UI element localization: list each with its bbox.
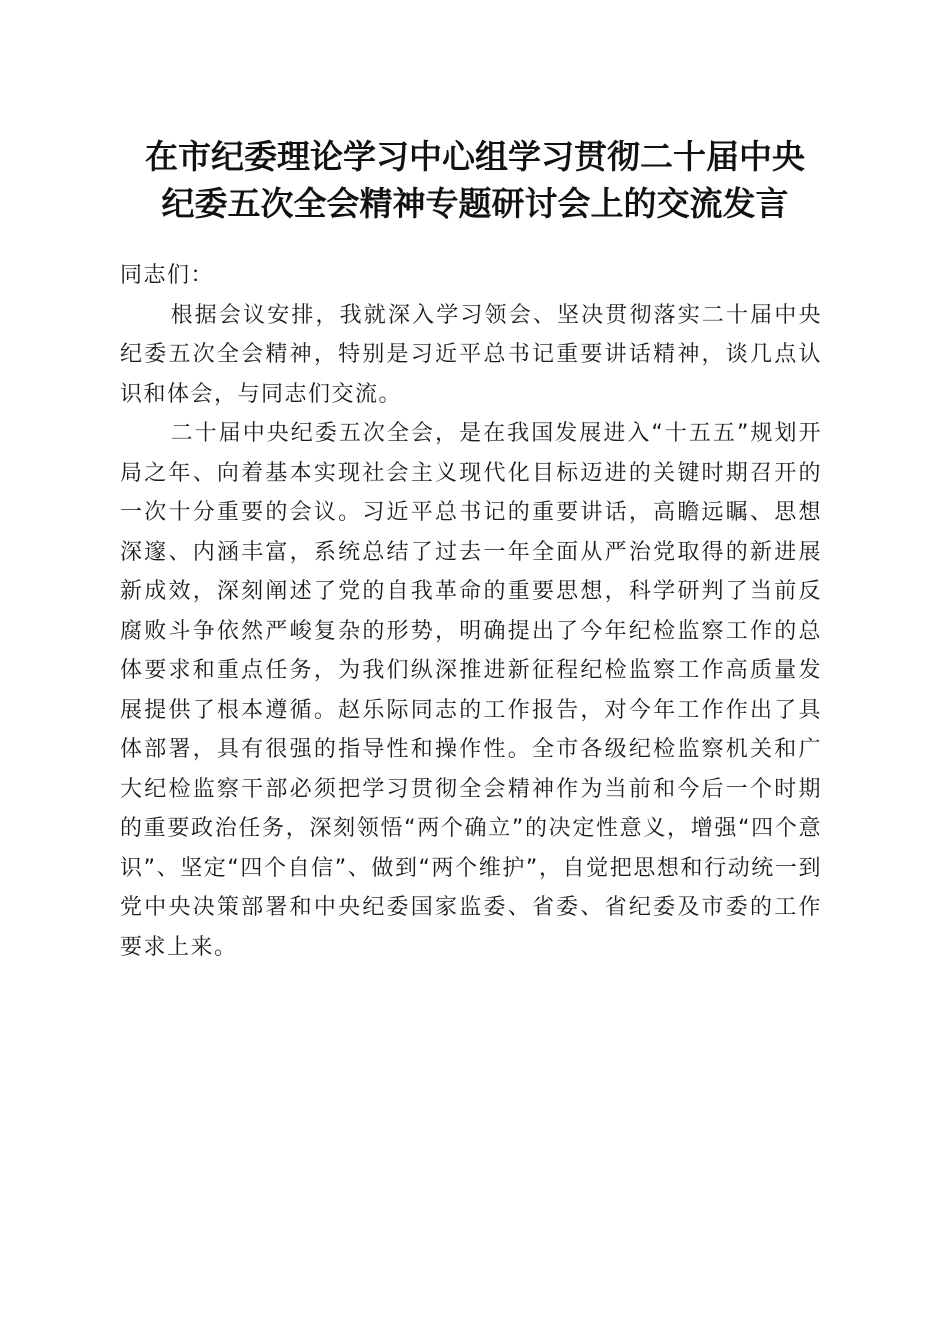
document-title — [100, 133, 850, 227]
title-line-1: 在市纪委理论学习中心组学习贯彻二十届中央 — [145, 137, 805, 176]
paragraph-main: 二十届中央纪委五次全会，是在我国发展进入“十五五”规划开局之年、向着基本实现社会主义现代化目标迈进的关键时期召开的一次十分重要的会议。习近平总书记的重要讲话，高瞻远瞩、思想深邃、内涵丰富，系统总结了过去一年全面从严治党取得的新进展新成效，深刻阐述了党的自我革命的重要思想，科学研判了当前反腐败斗争依然严峻复杂的形势，明确提出了今年纪检监察工作的总体要求和重点任务，为我们纵深推进新征程纪检监察工作高质量发展提供了根本遵循。赵乐际同志的工作报告，对今年工作作出了具体部署，具有很强的指导性和操作性。全市各级纪检监察机关和广大纪检监察干部必须把学习贯彻全会精神作为当前和今后一个时期的重要政治任务，深刻领悟“两个确立”的决定性意义，增强“四个意识”、坚定“四个自信”、做到“两个维护”，自觉把思想和行动统一到党中央决策部署和中央纪委国家监委、省委、省纪委及市委的工作要求上来。 — [120, 421, 822, 960]
salutation: 同志们： — [120, 263, 215, 288]
title-line-2: 纪委五次全会精神专题研讨会上的交流发言 — [161, 184, 789, 223]
paragraph-intro: 根据会议安排，我就深入学习领会、坚决贯彻落实二十届中央纪委五次全会精神，特别是习近平总书记重要讲话精神，谈几点认识和体会，与同志们交流。 — [120, 302, 822, 407]
document-body — [120, 256, 822, 967]
